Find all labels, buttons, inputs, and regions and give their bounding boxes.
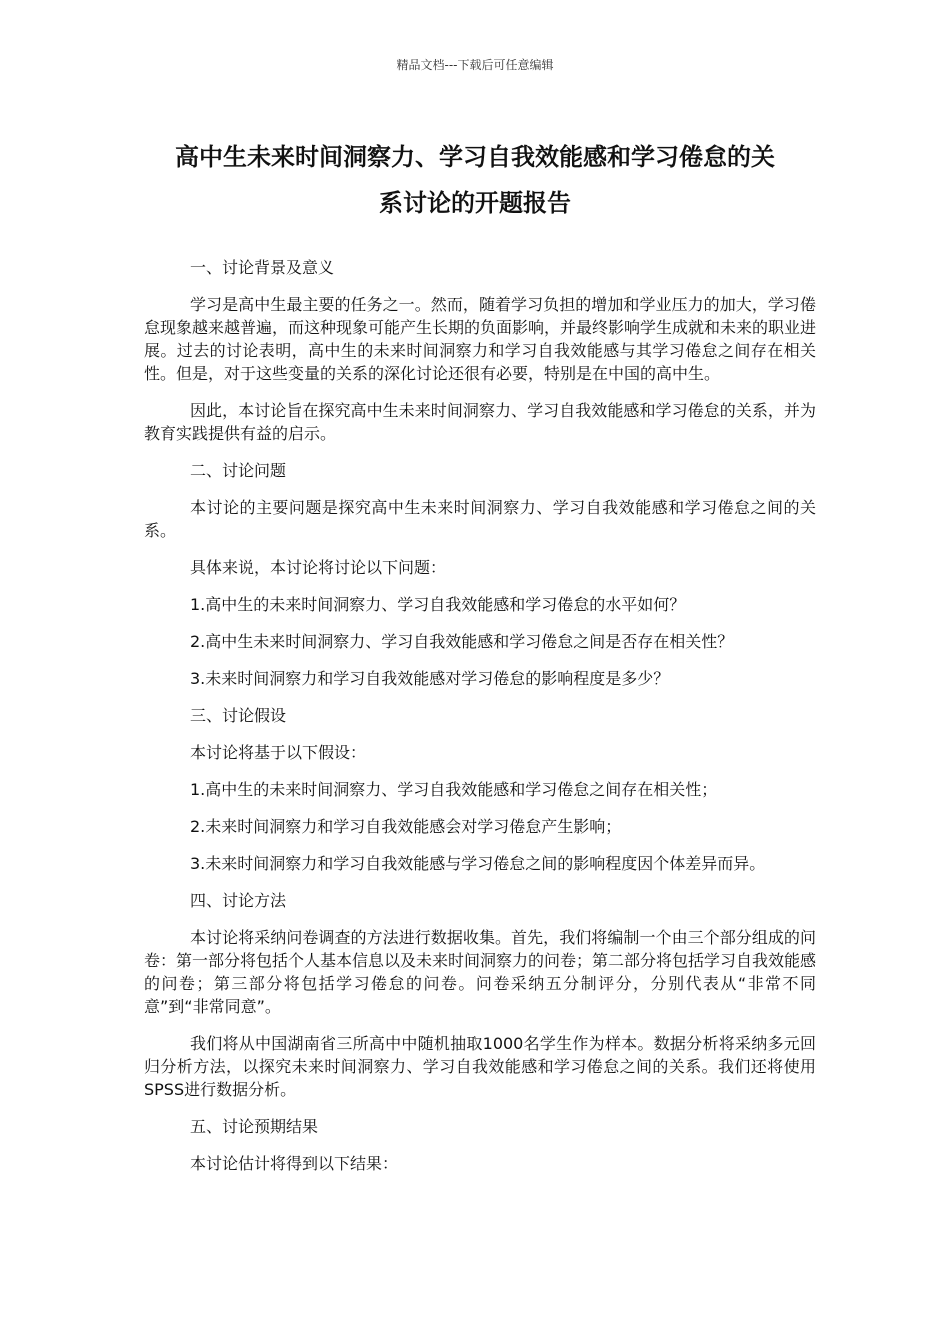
paragraph-expected-results-intro: 本讨论估计将得到以下结果： [190, 1154, 399, 1173]
title-line-1: 高中生未来时间洞察力、学习自我效能感和学习倦怠的关 [175, 143, 775, 171]
paragraph-methods-survey: 本讨论将采纳问卷调查的方法进行数据收集。首先，我们将编制一个由三个部分组成的问卷：第一部分将包括个人基本信息以及未来时间洞察力的问卷；第二部分将包括学习自我效能感的问卷；第三部分将包括学习倦怠的问卷。问卷采纳五分制评分，分别代表从“非常不同意”到“非常同意”。 [144, 928, 817, 1016]
section-heading-hypotheses: 三、讨论假设 [190, 706, 287, 725]
question-item: 3.未来时间洞察力和学习自我效能感对学习倦怠的影响程度是多少？ [190, 669, 670, 688]
section-heading-expected-results: 五、讨论预期结果 [190, 1117, 319, 1136]
question-item: 1.高中生的未来时间洞察力、学习自我效能感和学习倦怠的水平如何？ [190, 595, 686, 614]
hypothesis-item: 2.未来时间洞察力和学习自我效能感会对学习倦怠产生影响； [190, 817, 622, 836]
header-note: 精品文档---下载后可任意编辑 [396, 58, 554, 72]
hypothesis-item: 3.未来时间洞察力和学习自我效能感与学习倦怠之间的影响程度因个体差异而异。 [190, 854, 766, 873]
title-line-2: 系讨论的开题报告 [379, 189, 571, 217]
document-body [144, 256, 816, 1189]
paragraph-background: 学习是高中生最主要的任务之一。然而，随着学习负担的增加和学业压力的加大，学习倦怠现象越来越普遍，而这种现象可能产生长期的负面影响，并最终影响学生成就和未来的职业进展。过去的讨论表明，高中生的未来时间洞察力和学习自我效能感与其学习倦怠之间存在相关性。但是，对于这些变量的关系的深化讨论还很有必要，特别是在中国的高中生。 [144, 295, 817, 383]
paragraph-main-question: 本讨论的主要问题是探究高中生未来时间洞察力、学习自我效能感和学习倦怠之间的关系。 [144, 498, 816, 540]
section-heading-background: 一、讨论背景及意义 [190, 258, 335, 277]
paragraph-questions-intro: 具体来说，本讨论将讨论以下问题： [190, 558, 447, 577]
paragraph-purpose: 因此，本讨论旨在探究高中生未来时间洞察力、学习自我效能感和学习倦怠的关系，并为教育实践提供有益的启示。 [144, 401, 816, 443]
paragraph-hypotheses-intro: 本讨论将基于以下假设： [190, 743, 367, 762]
section-heading-questions: 二、讨论问题 [190, 461, 287, 480]
section-heading-methods: 四、讨论方法 [190, 891, 287, 910]
question-item: 2.高中生未来时间洞察力、学习自我效能感和学习倦怠之间是否存在相关性？ [190, 632, 734, 651]
paragraph-methods-sample: 我们将从中国湖南省三所高中中随机抽取1000名学生作为样本。数据分析将采纳多元回归分析方法，以探究未来时间洞察力、学习自我效能感和学习倦怠之间的关系。我们还将使用SPSS进行数据分析。 [144, 1034, 816, 1099]
document-title [120, 134, 830, 226]
hypothesis-item: 1.高中生的未来时间洞察力、学习自我效能感和学习倦怠之间存在相关性； [190, 780, 718, 799]
